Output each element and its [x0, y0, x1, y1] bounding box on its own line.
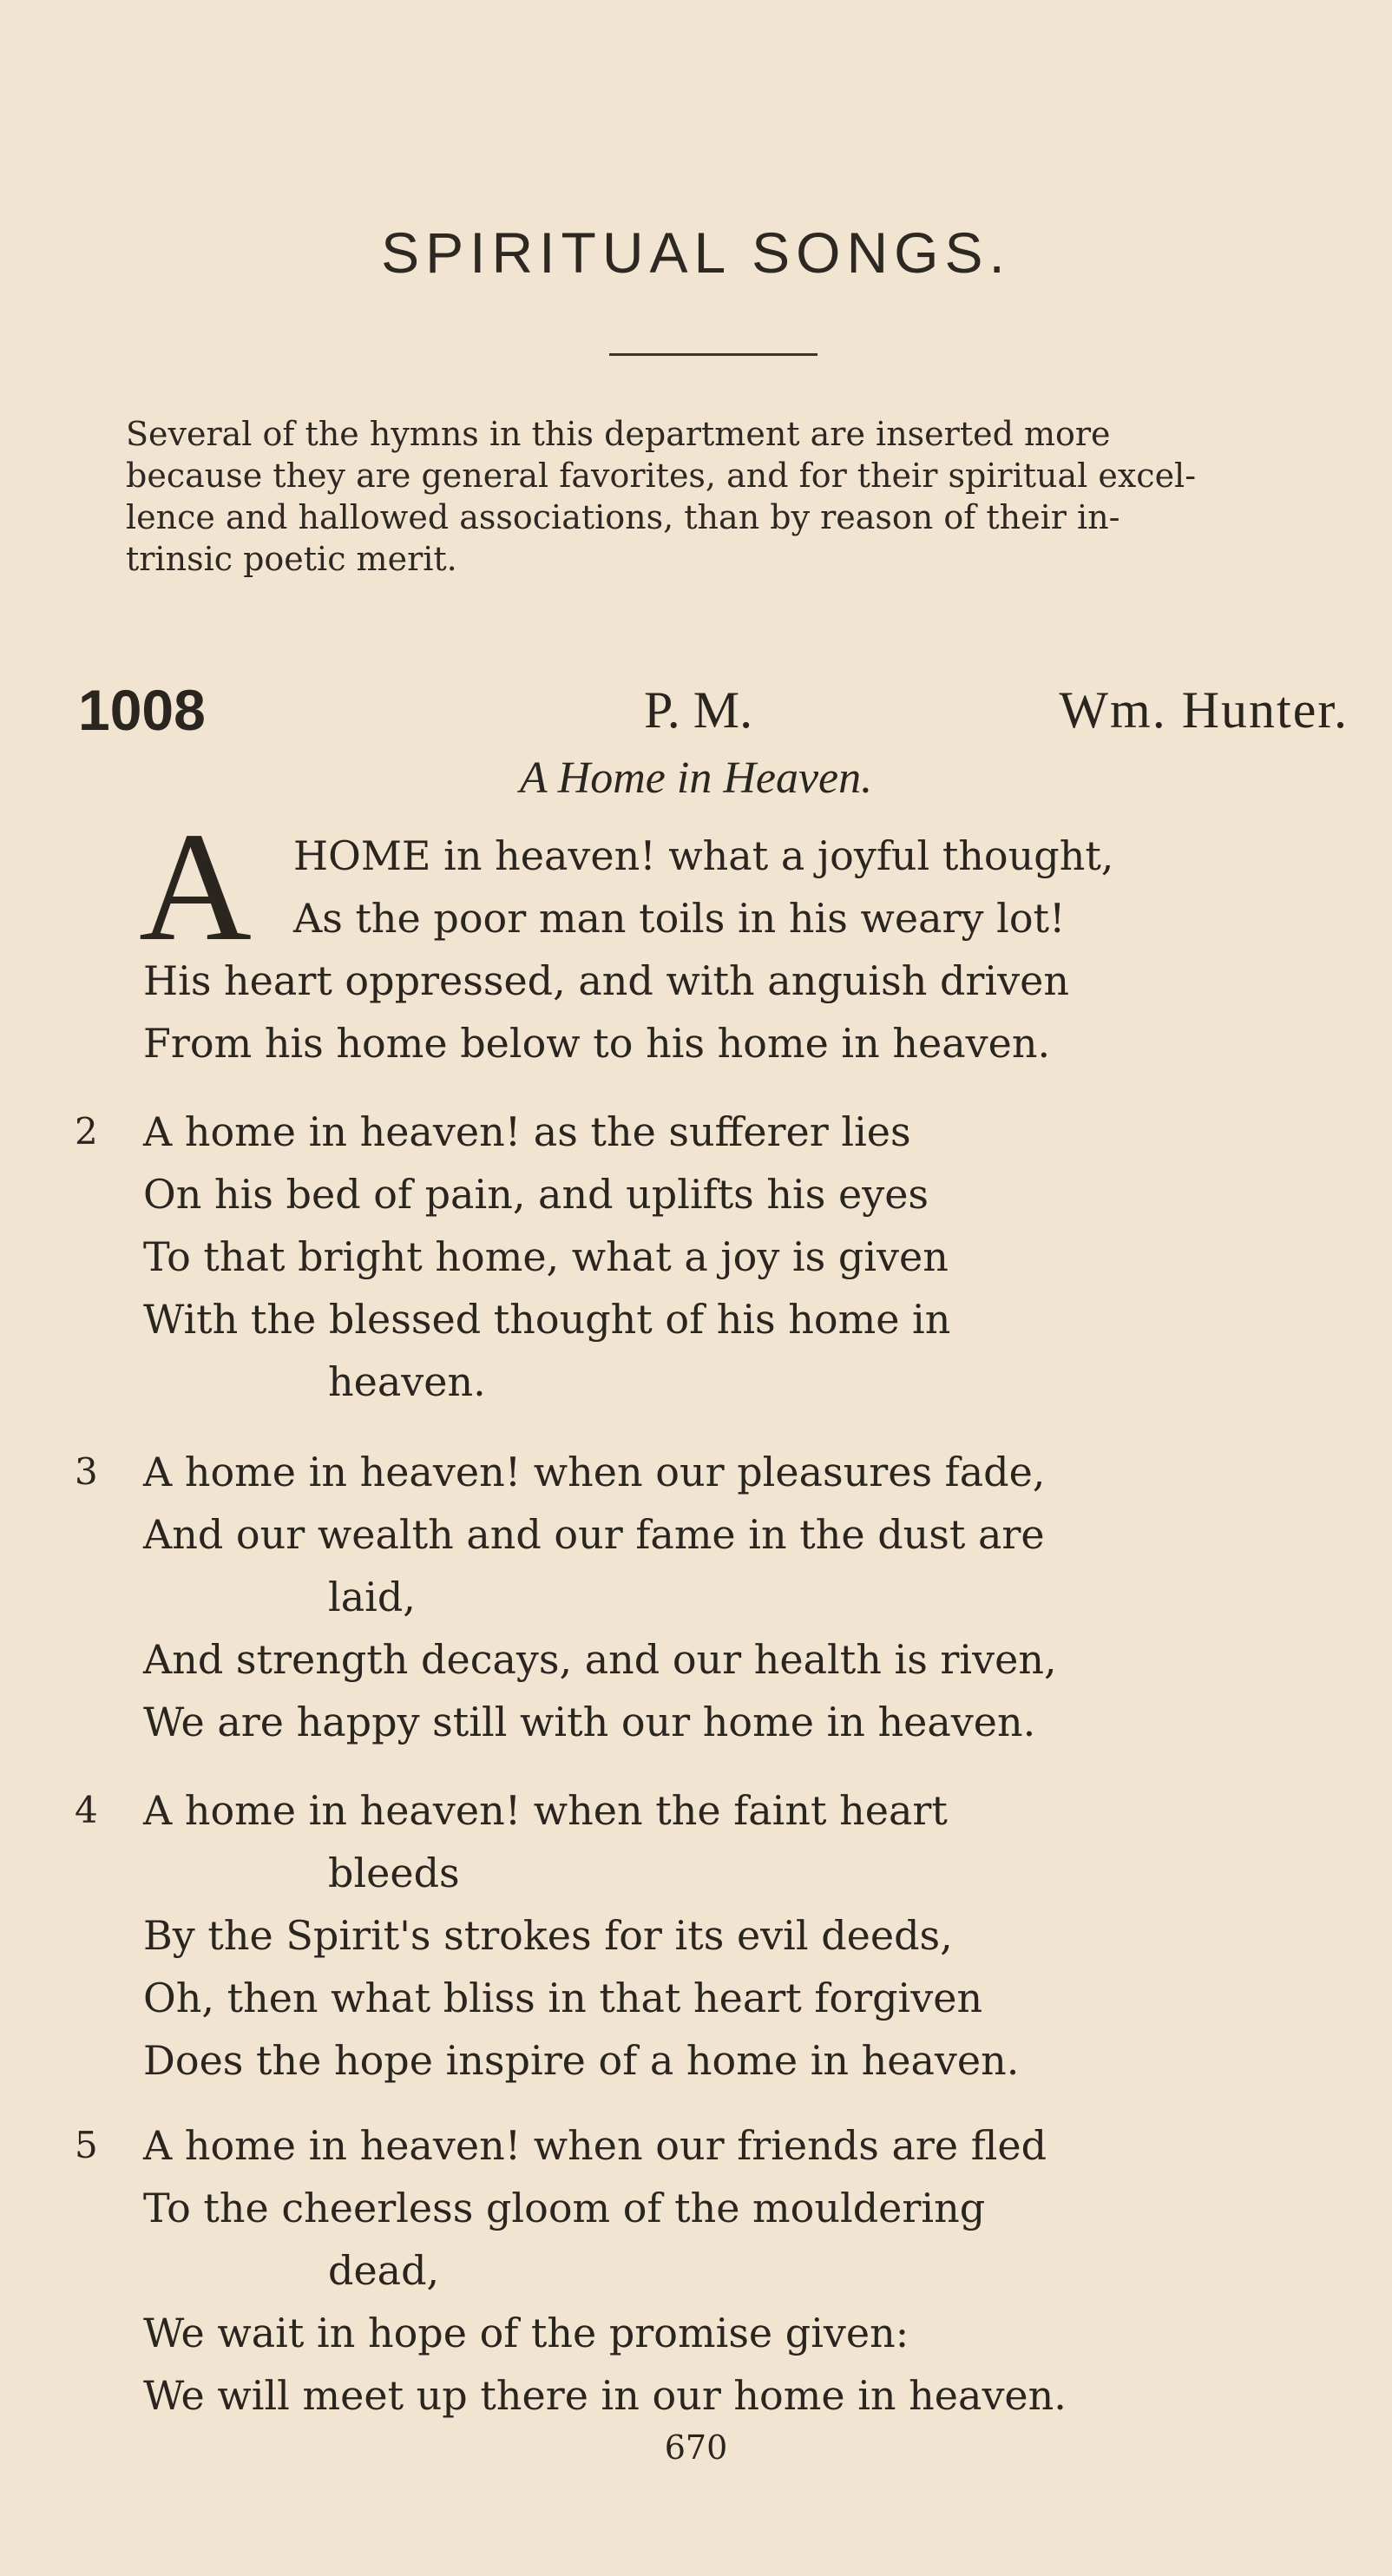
- section-title: SPIRITUAL SONGS.: [381, 220, 1011, 285]
- verse-line: Does the hope inspire of a home in heaven.: [143, 2037, 1020, 2084]
- verse-line: On his bed of pain, and uplifts his eyes: [143, 1171, 929, 1218]
- verse-line: His heart oppressed, and with anguish driven: [143, 957, 1069, 1004]
- page-number: 670: [664, 2428, 728, 2467]
- verse-number: 2: [75, 1110, 98, 1153]
- verse-line: By the Spirit's strokes for its evil deeds,: [143, 1912, 953, 1959]
- verse-line: dead,: [328, 2247, 440, 2294]
- verse-line: With the blessed thought of his home in: [143, 1296, 951, 1343]
- verse-line: We will meet up there in our home in heaven.: [143, 2372, 1067, 2419]
- intro-line: because they are general favorites, and for their spiritual excel-: [126, 457, 1197, 495]
- verse-line: As the poor man toils in his weary lot!: [293, 895, 1066, 942]
- verse-line: Oh, then what bliss in that heart forgiven: [143, 1975, 983, 2021]
- verse-line: A home in heaven! as the sufferer lies: [143, 1108, 911, 1155]
- hymn-header: [0, 675, 1392, 745]
- verse-line: To the cheerless gloom of the mouldering: [143, 2185, 986, 2231]
- verse-number: 3: [75, 1450, 98, 1493]
- verse-line: From his home below to his home in heaven.: [143, 1020, 1051, 1067]
- verse-line: We are happy still with our home in heaven.: [143, 1699, 1036, 1745]
- verse-line: HOME in heaven! what a joyful thought,: [293, 832, 1114, 879]
- verse-number: 5: [75, 2124, 98, 2166]
- verse-line: laid,: [328, 1574, 416, 1620]
- verse-line: We wait in hope of the promise given:: [143, 2310, 909, 2356]
- title-rule: [609, 353, 817, 356]
- intro-line: Several of the hymns in this department are inserted more: [126, 415, 1111, 453]
- hymn-number: 1008: [78, 678, 206, 742]
- intro-paragraph: [126, 413, 1354, 580]
- verse-line: heaven.: [328, 1358, 486, 1405]
- verse-number: 4: [75, 1789, 98, 1831]
- verse-line: bleeds: [328, 1850, 460, 1896]
- hymn-meter: P. M.: [644, 681, 753, 739]
- verse-line: A home in heaven! when the faint heart: [143, 1787, 948, 1834]
- verse-line: And strength decays, and our health is riven,: [143, 1636, 1057, 1683]
- verse-line: To that bright home, what a joy is given: [143, 1233, 949, 1280]
- verse-line: A home in heaven! when our friends are fled: [143, 2122, 1047, 2169]
- verse-line: And our wealth and our fame in the dust are: [143, 1511, 1045, 1558]
- intro-line: trinsic poetic merit.: [126, 540, 457, 578]
- hymn-author: Wm. Hunter.: [1059, 681, 1349, 739]
- intro-line: lence and hallowed associations, than by reason of their in-: [126, 498, 1120, 536]
- hymn-title: A Home in Heaven.: [519, 753, 873, 803]
- verse-line: A home in heaven! when our pleasures fade,: [143, 1449, 1046, 1495]
- drop-cap: A: [139, 800, 252, 973]
